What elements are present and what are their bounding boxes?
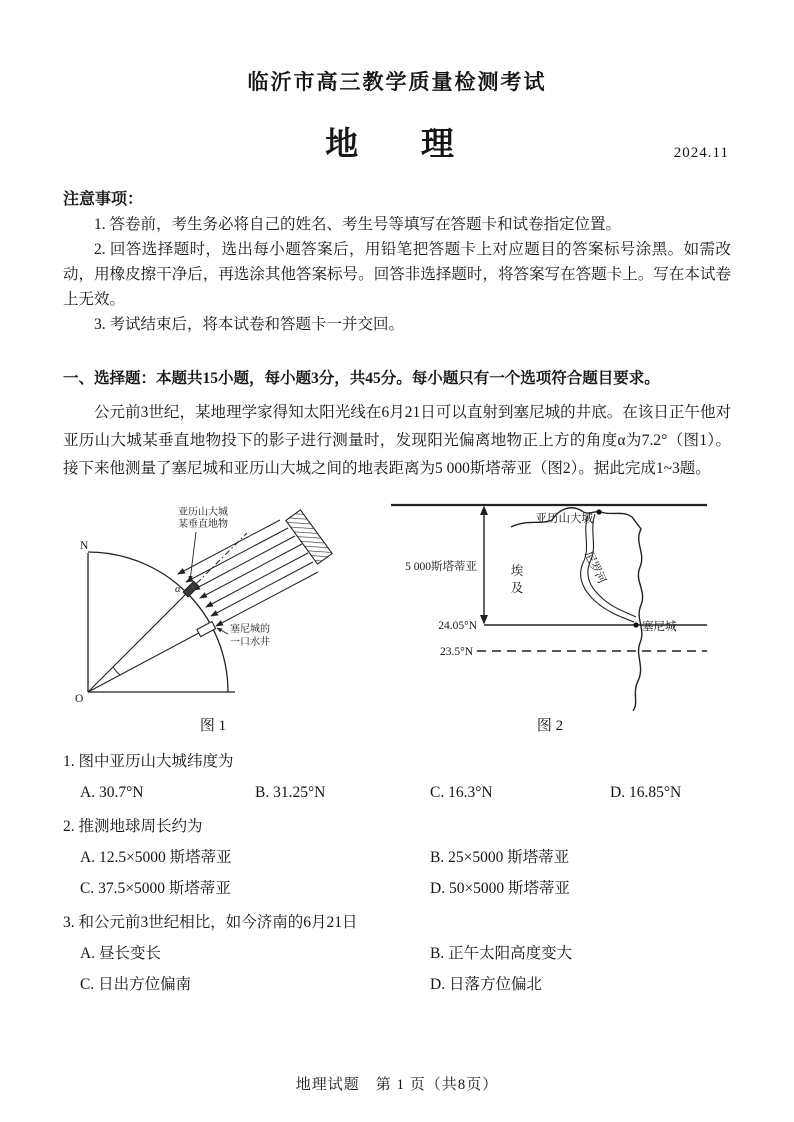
fig2-egypt-outline: [511, 508, 643, 711]
fig2-syene-label: 塞尼城: [642, 621, 677, 633]
fig1-object-label: 某垂直地物: [178, 519, 228, 530]
fig2-egypt-label: 及: [510, 581, 524, 595]
option-b: B. 25×5000 斯塔蒂亚: [430, 849, 570, 866]
section-heading: 一、选择题：本题共15小题，每小题3分，共45分。每小题只有一个选项符合题目要求。: [63, 370, 660, 387]
question-stem: 推测地球周长约为: [78, 818, 203, 835]
fig1-central-angle-arc: [113, 667, 120, 675]
notice-item: 2. 回答选择题时，选出每小题答案后，用铅笔把答题卡上对应题目的答案标号涂黑。如需改动，用橡皮擦干净后，再选涂其他答案标号。回答非选择题时，将答案写在答题卡上。写在本试卷上无效。: [63, 241, 731, 308]
option-c: C. 16.3°N: [430, 784, 493, 801]
fig2-distance-label: 5 000斯塔蒂亚: [405, 561, 477, 573]
question-options: [63, 777, 731, 808]
option-d: D. 50×5000 斯塔蒂亚: [430, 880, 571, 897]
question-number: 1.: [63, 753, 75, 770]
question-number: 3.: [63, 914, 75, 931]
exam-date: 2024.11: [673, 145, 729, 161]
notice-item: 3. 考试结束后，将本试卷和答题卡一并交回。: [94, 316, 405, 333]
fig2-distance-arrow: [480, 506, 488, 625]
figures-row: [63, 495, 731, 735]
subject-row: [63, 118, 731, 166]
fig2-syene-dot: [633, 622, 638, 627]
notice-section: [63, 186, 731, 337]
option-c: C. 37.5×5000 斯塔蒂亚: [80, 880, 231, 897]
figure-2-caption: 图 2: [536, 718, 564, 734]
fig1-alexandria-object: [183, 581, 199, 597]
option-d: D. 日落方位偏北: [430, 976, 542, 993]
fig1-origin-label: O: [75, 693, 84, 705]
notice-item: 1. 答卷前，考生务必将自己的姓名、考生号等填写在答题卡和试卷指定位置。: [94, 216, 622, 233]
figure-1: [63, 495, 363, 735]
fig2-lat-dashed-label: 23.5°N: [439, 646, 473, 658]
option-b: B. 31.25°N: [255, 784, 326, 801]
figure-1-caption: 图 1: [199, 718, 227, 734]
fig2-lat-solid-label: 24.05°N: [438, 620, 477, 632]
question-options: [63, 842, 731, 904]
option-d: D. 16.85°N: [610, 784, 682, 801]
option-c: C. 日出方位偏南: [80, 976, 192, 993]
notice-title: 注意事项：: [63, 191, 144, 208]
exam-title: 临沂市高三教学质量检测考试: [247, 70, 547, 94]
fig2-egypt-label: 埃: [510, 564, 524, 578]
question-number: 2.: [63, 818, 75, 835]
questions-section: [63, 747, 731, 1000]
option-b: B. 正午太阳高度变大: [430, 945, 573, 962]
figure-2: [389, 495, 711, 735]
figure-2-map: [389, 495, 711, 711]
fig1-well-label: 一口水井: [230, 637, 270, 648]
question-1: [63, 747, 731, 808]
subject-title: 地 理: [325, 127, 469, 163]
question-stem: 和公元前3世纪相比，如今济南的6月21日: [78, 914, 358, 931]
fig1-north-label: N: [80, 540, 89, 552]
fig1-object-label: 亚历山大城: [178, 507, 228, 518]
fig2-alexandria-label: 亚历山大城: [535, 513, 593, 525]
question-3: [63, 908, 731, 1000]
fig1-well-radius: [88, 626, 212, 692]
question-options: [63, 938, 731, 1000]
passage-text: 公元前3世纪，某地理学家得知太阳光线在6月21日可以直射到塞尼城的井底。在该日正午他对亚历山大城某垂直地物投下的影子进行测量时，发现阳光偏离地物正上方的角度α为7.2°（图1）。接下来他测量了塞尼城和亚历山大城之间的地表距离为5 000斯塔蒂亚（图2）。据此完成1~3题。: [63, 404, 731, 477]
fig1-well-pointer: [217, 628, 228, 634]
option-a: A. 昼长变长: [80, 945, 161, 962]
fig2-nile-label: 尼罗河: [581, 549, 608, 586]
page-footer: 地理试题 第 1 页（共8页）: [295, 1077, 499, 1093]
question-stem: 图中亚历山大城纬度为: [78, 753, 234, 770]
option-a: A. 12.5×5000 斯塔蒂亚: [80, 849, 232, 866]
fig1-well-label: 塞尼城的: [230, 624, 270, 635]
question-2: [63, 812, 731, 904]
fig1-alpha-label: α: [175, 584, 181, 595]
fig1-syene-well: [197, 622, 216, 637]
figure-1-diagram: [63, 495, 363, 711]
fig1-alexandria-radius: [88, 593, 187, 692]
fig2-alexandria-dot: [596, 509, 601, 514]
option-a: A. 30.7°N: [80, 784, 144, 801]
fig1-object-pointer: [190, 532, 196, 581]
